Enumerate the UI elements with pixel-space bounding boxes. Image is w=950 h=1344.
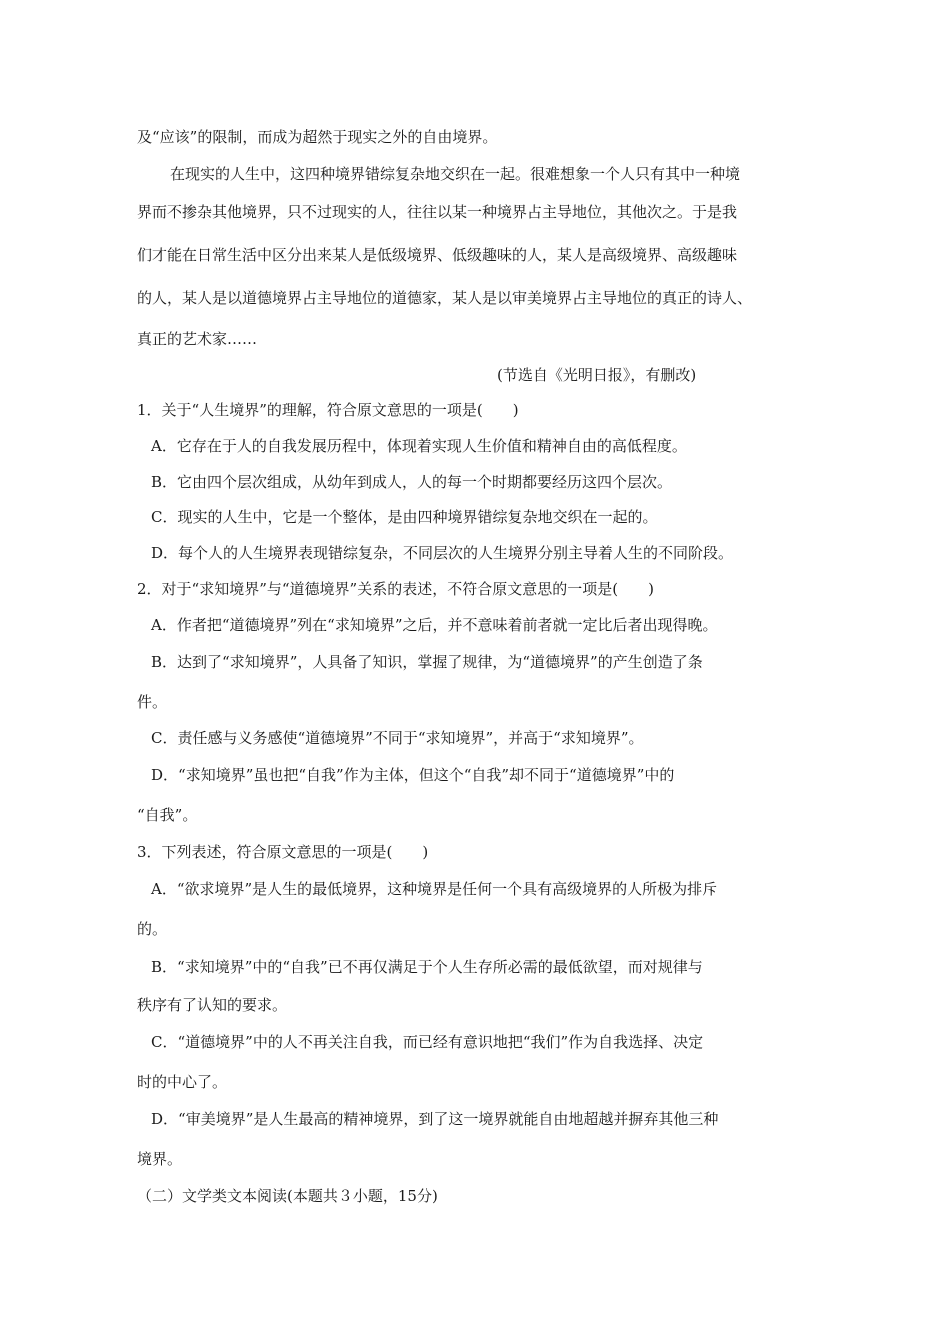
option-d: D．“求知境界”虽也把“自我”作为主体，但这个“自我”却不同于“道德境界”中的: [151, 766, 675, 784]
option-b: B．它由四个层次组成，从幼年到成人，人的每一个时期都要经历这四个层次。: [151, 473, 673, 491]
option-a: A．作者把“道德境界”列在“求知境界”之后，并不意味着前者就一定比后者出现得晚。: [151, 616, 718, 634]
option-b-cont: 秩序有了认知的要求。: [137, 996, 288, 1014]
option-a: A．它存在于人的自我发展历程中，体现着实现人生价值和精神自由的高低程度。: [151, 437, 687, 455]
option-d-cont: “自我”。: [137, 806, 198, 824]
option-c: C．责任感与义务感使“道德境界”不同于“求知境界”，并高于“求知境界”。: [151, 729, 644, 747]
section-heading: （二）文学类文本阅读(本题共３小题，15分): [137, 1187, 438, 1205]
option-a-cont: 的。: [137, 920, 168, 938]
option-c: C．现实的人生中，它是一个整体，是由四种境界错综复杂地交织在一起的。: [151, 508, 658, 526]
question-stem: 3．下列表述，符合原文意思的一项是( ): [137, 843, 429, 861]
option-d: D．“审美境界”是人生最高的精神境界，到了这一境界就能自由地超越并摒弃其他三种: [151, 1110, 719, 1128]
passage-line: 们才能在日常生活中区分出来某人是低级境界、低级趣味的人，某人是高级境界、高级趣味: [137, 246, 738, 264]
question-stem: 1．关于“人生境界”的理解，符合原文意思的一项是( ): [137, 401, 519, 419]
option-a: A．“欲求境界”是人生的最低境界，这种境界是任何一个具有高级境界的人所极为排斥: [151, 880, 718, 898]
option-b-cont: 件。: [137, 693, 168, 711]
passage-source: (节选自《光明日报》，有删改): [497, 366, 697, 384]
option-d-cont: 境界。: [137, 1150, 183, 1168]
passage-line: 在现实的人生中，这四种境界错综复杂地交织在一起。很难想象一个人只有其中一种境: [170, 165, 741, 183]
passage-line: 及“应该”的限制，而成为超然于现实之外的自由境界。: [137, 128, 498, 146]
question-stem: 2．对于“求知境界”与“道德境界”关系的表述，不符合原文意思的一项是( ): [137, 580, 654, 598]
passage-line: 界而不掺杂其他境界，只不过现实的人，往往以某一种境界占主导地位，其他次之。于是我: [137, 203, 738, 221]
option-b: B．达到了“求知境界”，人具备了知识，掌握了规律，为“道德境界”的产生创造了条: [151, 653, 703, 671]
passage-line: 的人，某人是以道德境界占主导地位的道德家，某人是以审美境界占主导地位的真正的诗人、: [137, 289, 753, 307]
option-b: B．“求知境界”中的“自我”已不再仅满足于个人生存所必需的最低欲望，而对规律与: [151, 958, 703, 976]
option-c: C．“道德境界”中的人不再关注自我，而已经有意识地把“我们”作为自我选择、决定: [151, 1033, 704, 1051]
passage-line: 真正的艺术家……: [137, 330, 258, 348]
option-d: D．每个人的人生境界表现错综复杂，不同层次的人生境界分别主导着人生的不同阶段。: [151, 544, 734, 562]
option-c-cont: 时的中心了。: [137, 1073, 228, 1091]
